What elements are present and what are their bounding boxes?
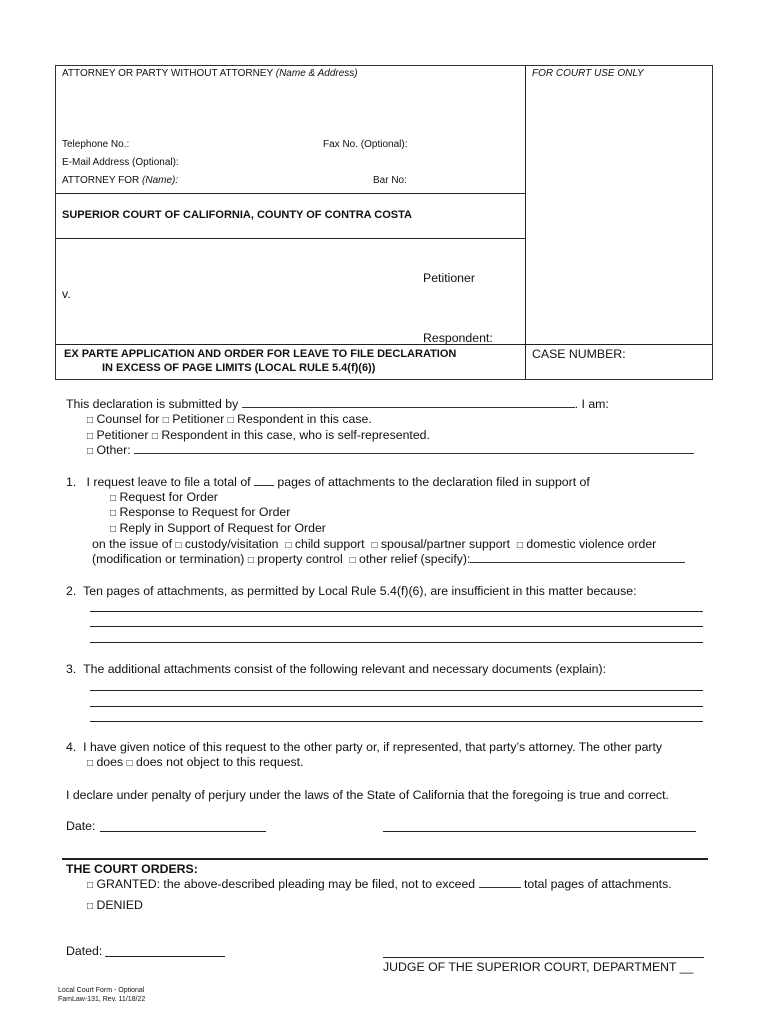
reply-checkbox[interactable]: □ [110, 524, 117, 535]
declaration-text: I declare under penalty of perjury under the laws of the State of California that the foregoing is true and correct. [66, 788, 669, 802]
other-relief-field[interactable] [470, 552, 685, 563]
form-title-line2: IN EXCESS OF PAGE LIMITS (LOCAL RULE 5.4(f)(6)) [102, 362, 376, 374]
does-not-checkbox[interactable]: □ [126, 758, 133, 769]
attorney-label: ATTORNEY OR PARTY WITHOUT ATTORNEY (Name & Address) [62, 68, 358, 79]
orders-rule [62, 858, 708, 860]
other-field[interactable] [134, 443, 694, 454]
other-row: □ Other: [87, 443, 694, 457]
submitted-by-line: This declaration is submitted by . I am: [66, 397, 609, 411]
divider-parties [55, 238, 526, 239]
item4-line: 4. I have given notice of this request to the other party or, if represented, that party’s attorney. The other party [66, 740, 663, 754]
respondent-checkbox[interactable]: □ [151, 431, 158, 442]
item3-line: 3. The additional attachments consist of the following relevant and necessary documents (explain): [66, 662, 607, 676]
respondent-label: Respondent: [423, 331, 493, 345]
item2-line: 2. Ten pages of attachments, as permitted by Local Rule 5.4(f)(6), are insufficient in this matter because: [66, 584, 637, 598]
form-title-line1: EX PARTE APPLICATION AND ORDER FOR LEAVE TO FILE DECLARATION [64, 348, 457, 360]
item1-opt2: □ Response to Request for Order [110, 505, 291, 519]
counsel-for-row: □ Counsel for □ Petitioner □ Respondent in this case. [87, 412, 372, 426]
case-number-label: CASE NUMBER: [532, 347, 626, 361]
total-pages-field[interactable] [254, 475, 274, 486]
item2-answer-line-1[interactable] [90, 611, 703, 612]
date-label: Date: [66, 819, 96, 833]
self-represented-row: □ Petitioner □ Respondent in this case, who is self-represented. [87, 428, 430, 442]
item4-options: □ does □ does not object to this request. [87, 755, 304, 769]
email-label: E-Mail Address (Optional): [62, 157, 179, 168]
court-use-label: FOR COURT USE ONLY [532, 68, 644, 79]
divider-court [55, 193, 526, 194]
item1-opt1: □ Request for Order [110, 490, 218, 504]
granted-pages-field[interactable] [479, 877, 521, 888]
item1-opt3: □ Reply in Support of Request for Order [110, 521, 326, 535]
issue-row: on the issue of □ custody/visitation □ child support □ spousal/partner support □ domestic violence order [92, 537, 657, 551]
custody-checkbox[interactable]: □ [175, 540, 182, 551]
denied-row: □ DENIED [87, 898, 143, 912]
does-checkbox[interactable]: □ [87, 758, 94, 769]
telephone-label: Telephone No.: [62, 139, 130, 150]
other-checkbox[interactable]: □ [87, 446, 94, 457]
judge-signature-line[interactable] [383, 957, 704, 958]
spousal-checkbox[interactable]: □ [371, 540, 378, 551]
orders-heading: THE COURT ORDERS: [66, 862, 198, 876]
granted-checkbox[interactable]: □ [87, 880, 94, 891]
caption-box [55, 65, 713, 380]
versus-label: v. [62, 287, 71, 301]
counsel-checkbox[interactable]: □ [87, 415, 94, 426]
date-field[interactable] [100, 831, 266, 832]
fax-label: Fax No. (Optional): [323, 139, 408, 150]
bar-no-label: Bar No: [373, 175, 407, 186]
response-checkbox[interactable]: □ [110, 508, 117, 519]
petitioner-label: Petitioner [423, 271, 475, 285]
court-name: SUPERIOR COURT OF CALIFORNIA, COUNTY OF CONTRA COSTA [62, 209, 412, 221]
item2-answer-line-2[interactable] [90, 626, 703, 627]
declarant-signature-line[interactable] [383, 831, 696, 832]
dated-field[interactable] [105, 956, 225, 957]
judge-label: JUDGE OF THE SUPERIOR COURT, DEPARTMENT __ [383, 960, 694, 974]
footer-line2: FamLaw-131, Rev. 11/18/22 [58, 996, 146, 1003]
dv-checkbox[interactable]: □ [516, 540, 523, 551]
counsel-petitioner-checkbox[interactable]: □ [162, 415, 169, 426]
issue-row-2: (modification or termination) □ property control □ other relief (specify): [92, 552, 685, 566]
divider-title [55, 344, 712, 345]
item2-answer-line-3[interactable] [90, 642, 703, 643]
denied-checkbox[interactable]: □ [87, 901, 94, 912]
petitioner-checkbox[interactable]: □ [87, 431, 94, 442]
granted-row: □ GRANTED: the above-described pleading may be filed, not to exceed total pages of attachments. [87, 877, 672, 891]
submitted-by-field[interactable] [242, 397, 575, 408]
counsel-respondent-checkbox[interactable]: □ [227, 415, 234, 426]
item3-answer-line-3[interactable] [90, 721, 703, 722]
attorney-for-label: ATTORNEY FOR (Name): [62, 175, 179, 186]
other-relief-checkbox[interactable]: □ [349, 555, 356, 566]
item3-answer-line-1[interactable] [90, 690, 703, 691]
item3-answer-line-2[interactable] [90, 706, 703, 707]
property-checkbox[interactable]: □ [247, 555, 254, 566]
footer-line1: Local Court Form - Optional [58, 987, 145, 994]
divider-vertical [525, 65, 526, 379]
dated-label: Dated: [66, 944, 103, 958]
rfo-checkbox[interactable]: □ [110, 493, 117, 504]
child-support-checkbox[interactable]: □ [285, 540, 292, 551]
item1-line: 1. I request leave to file a total of pages of attachments to the declaration filed in support of [66, 475, 590, 489]
